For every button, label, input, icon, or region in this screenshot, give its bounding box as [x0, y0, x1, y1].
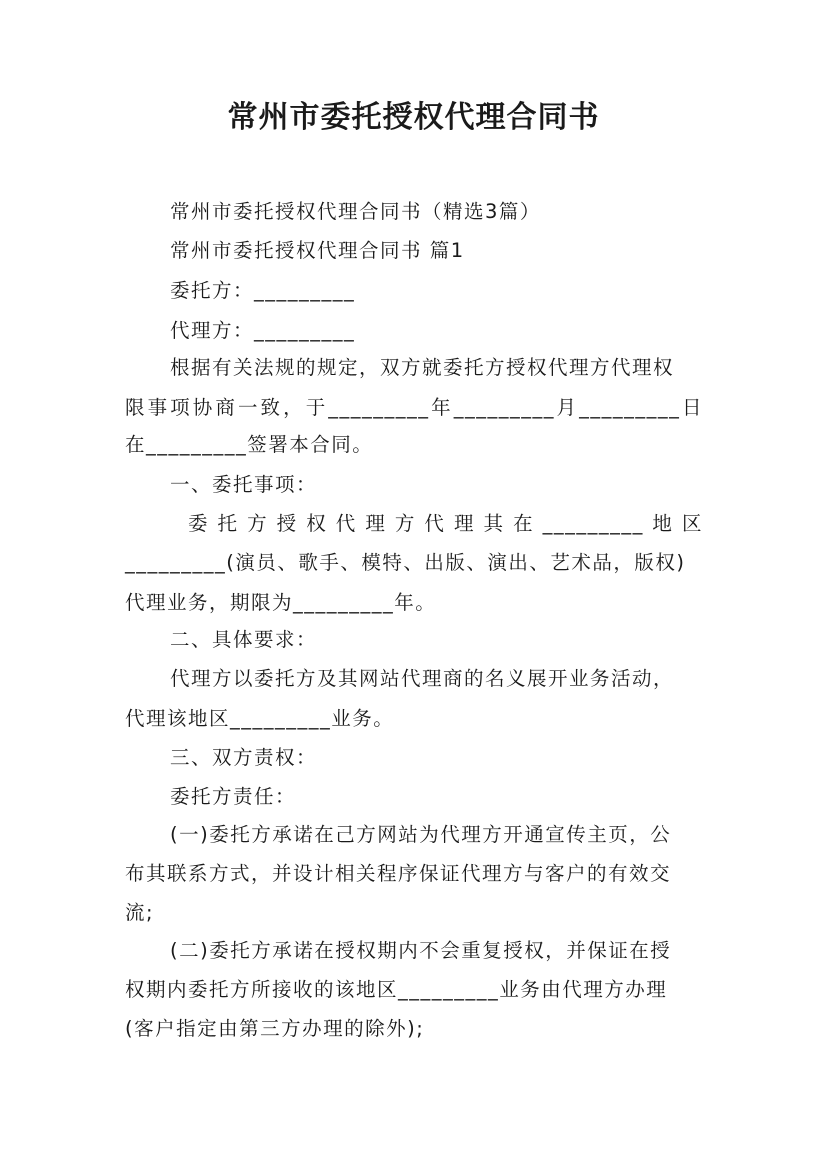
paragraph-line: 代理该地区_________业务。	[125, 707, 395, 730]
subtitle-line: 常州市委托授权代理合同书（精选3篇）	[170, 200, 541, 223]
clause-heading: 一、委托事项：	[170, 473, 318, 496]
sub-heading: 委托方责任：	[170, 785, 297, 808]
paragraph-line: 限事项协商一致，于_________年_________月_________日	[125, 396, 703, 419]
paragraph-line: _________(演员、歌手、模特、出版、演出、艺术品，版权)	[125, 551, 686, 574]
paragraph-line: 流;	[125, 901, 155, 924]
clause-heading: 二、具体要求：	[170, 628, 318, 651]
document-title: 常州市委托授权代理合同书	[227, 100, 600, 135]
agent-party-line: 代理方：_________	[170, 319, 356, 342]
principal-party-line: 委托方：_________	[170, 279, 356, 302]
paragraph-line: (二)委托方承诺在授权期内不会重复授权，并保证在授	[170, 939, 672, 962]
paragraph-line: 委托方授权代理方代理其在_________地区	[188, 512, 703, 535]
paragraph-line: 在_________签署本合同。	[125, 433, 374, 456]
paragraph-line: 代理方以委托方及其网站代理商的名义展开业务活动，	[170, 667, 675, 690]
paragraph-line: 权期内委托方所接收的该地区_________业务由代理方办理	[125, 978, 668, 1001]
paragraph-line: 布其联系方式，并设计相关程序保证代理方与客户的有效交	[125, 862, 672, 885]
paragraph-line: 根据有关法规的规定，双方就委托方授权代理方代理权	[170, 356, 675, 379]
section-heading: 常州市委托授权代理合同书 篇1	[170, 239, 465, 262]
paragraph-line: (客户指定由第三方办理的除外);	[125, 1017, 425, 1040]
paragraph-line: 代理业务，期限为_________年。	[125, 591, 437, 614]
paragraph-line: (一)委托方承诺在己方网站为代理方开通宣传主页，公	[170, 823, 672, 846]
clause-heading: 三、双方责权：	[170, 746, 318, 769]
